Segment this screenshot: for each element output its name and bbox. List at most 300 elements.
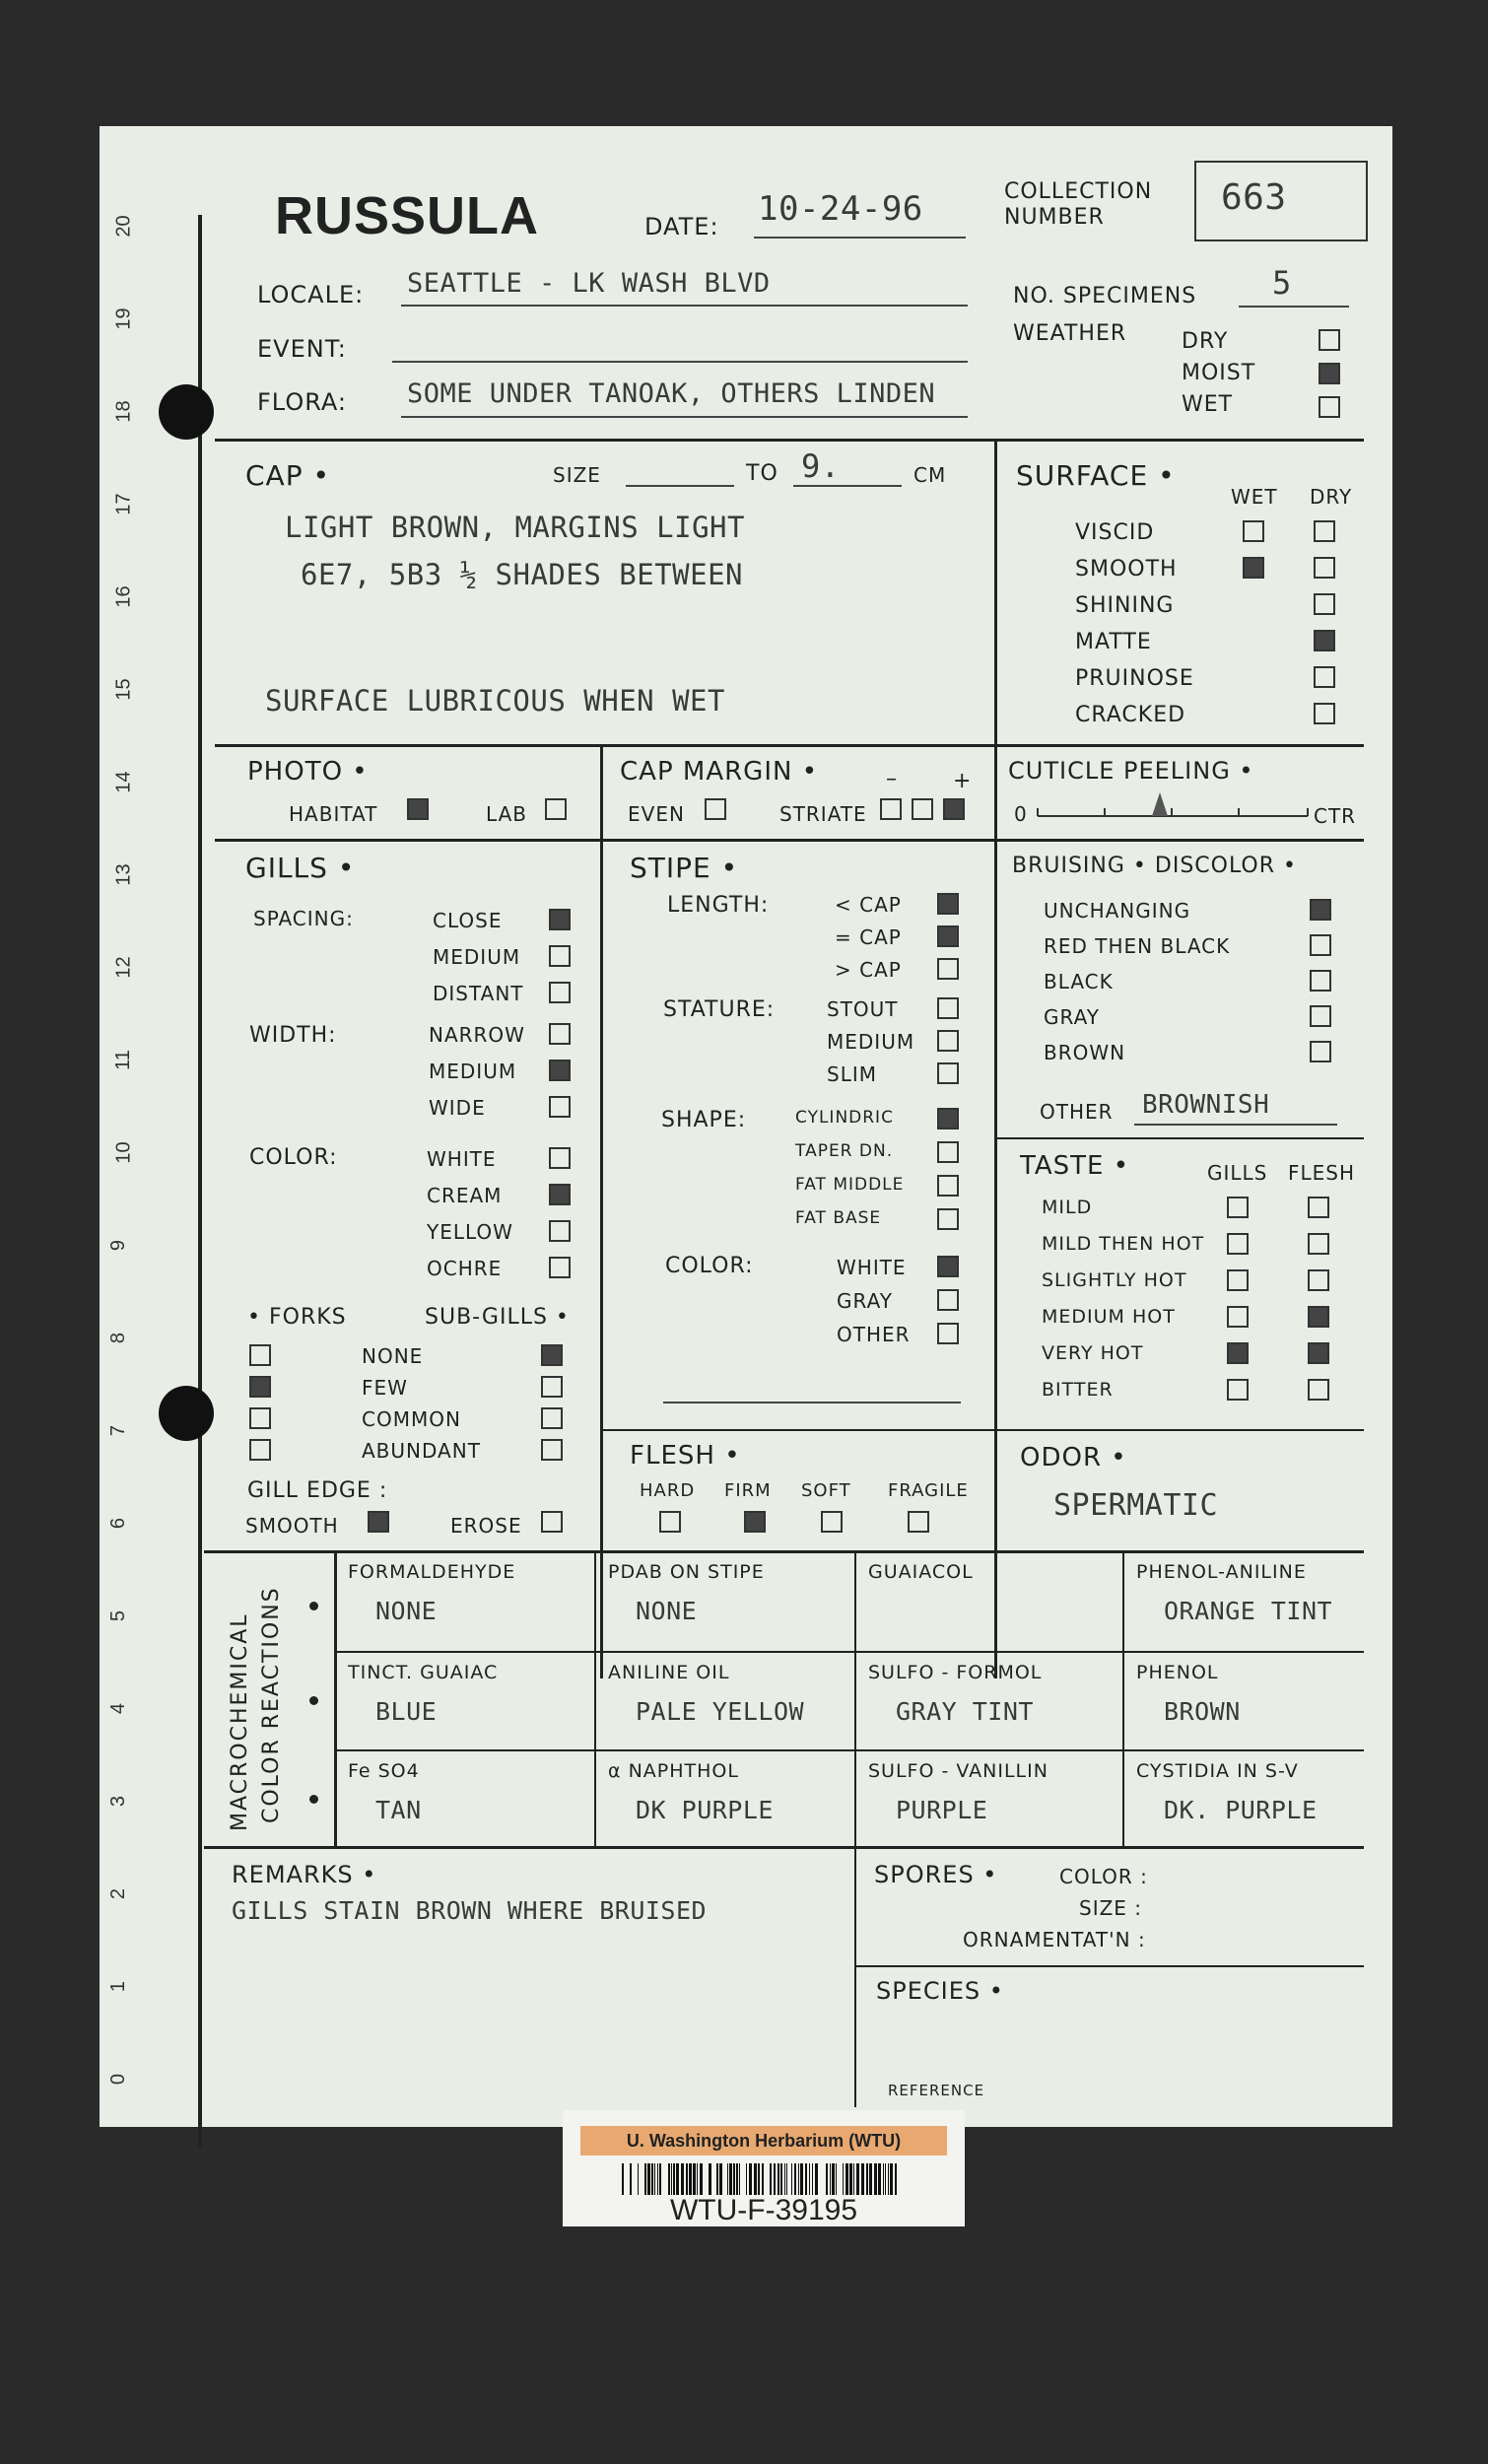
barcode-bar [883, 2163, 884, 2195]
barcode-bar [668, 2163, 670, 2195]
divider-cap [215, 744, 1364, 747]
taste-flesh-checkbox[interactable] [1308, 1233, 1329, 1255]
size-to-value: 9. [801, 447, 841, 485]
taste-gills-checkbox[interactable] [1227, 1269, 1249, 1291]
specimen-card [100, 126, 1392, 2127]
barcode [622, 2163, 908, 2195]
surface-dry-checkbox[interactable] [1314, 666, 1335, 688]
stature-checkbox[interactable] [937, 1062, 959, 1084]
stature-item-label: STOUT [827, 997, 899, 1021]
barcode-bar [746, 2163, 747, 2195]
locale-value: SEATTLE - LK WASH BLVD [407, 268, 771, 299]
stipe-color-checkbox[interactable] [937, 1256, 959, 1277]
ruler-number: 3 [107, 1795, 130, 1808]
reaction-label: ANILINE OIL [608, 1662, 730, 1683]
barcode-bar [869, 2163, 872, 2195]
barcode-bar [885, 2163, 886, 2195]
surface-wet-checkbox[interactable] [1243, 557, 1264, 579]
width-item-label: MEDIUM [429, 1060, 517, 1083]
barcode-bar [832, 2163, 835, 2195]
stature-item-label: SLIM [827, 1062, 877, 1086]
gill-color-item-label: CREAM [427, 1184, 503, 1207]
ruler-number: 4 [107, 1702, 130, 1715]
gill-edge-smooth-label: SMOOTH [245, 1514, 339, 1538]
reaction-label: PHENOL [1136, 1662, 1219, 1683]
width-checkbox[interactable] [549, 1060, 571, 1081]
reaction-value: BLUE [375, 1697, 438, 1726]
length-checkbox[interactable] [937, 925, 959, 947]
surface-item-label: PRUINOSE [1075, 666, 1194, 691]
reaction-label: PDAB ON STIPE [608, 1561, 765, 1583]
macro-label-1: MACROCHEMICAL [228, 1612, 252, 1831]
forks-checkbox[interactable] [249, 1439, 271, 1461]
barcode-bar [836, 2163, 837, 2195]
photo-label: PHOTO • [247, 757, 369, 787]
shape-checkbox[interactable] [937, 1175, 959, 1197]
ruler-number: 9 [107, 1239, 130, 1252]
card-left-border [198, 215, 202, 2147]
spacing-item-label: DISTANT [433, 982, 524, 1005]
photo-lab-checkbox[interactable] [545, 798, 567, 820]
barcode-bar [866, 2163, 868, 2195]
taste-flesh-checkbox[interactable] [1308, 1197, 1329, 1218]
date-value: 10-24-96 [758, 189, 923, 229]
ruler-number: 6 [107, 1517, 130, 1530]
barcode-bar [709, 2163, 711, 2195]
stature-label: STATURE: [663, 997, 776, 1022]
divider-macro-col1 [594, 1550, 596, 1846]
surface-item-label: VISCID [1075, 520, 1155, 545]
subgills-checkbox[interactable] [541, 1376, 563, 1398]
stipe-color-item-label: GRAY [837, 1289, 893, 1313]
barcode-bar [676, 2163, 679, 2195]
barcode-bar [686, 2163, 688, 2195]
reaction-value: PURPLE [896, 1796, 988, 1824]
size-label: SIZE [553, 463, 601, 487]
odor-value: SPERMATIC [1053, 1488, 1219, 1523]
ruler-number: 11 [111, 1050, 134, 1070]
ruler-number: 16 [112, 585, 135, 608]
barcode-bar [888, 2163, 889, 2195]
size-from-underline [626, 485, 734, 487]
surface-dry-checkbox[interactable] [1314, 557, 1335, 579]
length-item-label: < CAP [835, 893, 902, 917]
spacing-checkbox[interactable] [549, 909, 571, 930]
barcode-bar [671, 2163, 672, 2195]
reaction-label: α NAPHTHOL [608, 1760, 739, 1782]
specimens-underline [1239, 306, 1349, 308]
stature-item-label: MEDIUM [827, 1030, 915, 1054]
divider-mid-column [600, 744, 603, 1678]
surface-item-label: CRACKED [1075, 703, 1186, 727]
divider-macro-top [204, 1550, 1364, 1553]
flora-value: SOME UNDER TANOAK, OTHERS LINDEN [407, 378, 936, 409]
shape-item-label: FAT BASE [795, 1208, 882, 1228]
surface-item-label: MATTE [1075, 630, 1152, 654]
striate-label: STRIATE [779, 802, 867, 826]
barcode-bar [762, 2163, 764, 2195]
flora-underline [401, 416, 968, 418]
collection-number-value: 663 [1221, 177, 1287, 218]
cap-description-1: LIGHT BROWN, MARGINS LIGHT [285, 511, 745, 544]
even-label: EVEN [628, 802, 685, 826]
divider-photo [215, 839, 1364, 842]
forks-checkbox[interactable] [249, 1376, 271, 1398]
barcode-bar [780, 2163, 782, 2195]
reaction-label: TINCT. GUAIAC [348, 1662, 499, 1683]
barcode-bar [716, 2163, 718, 2195]
barcode-bar [853, 2163, 854, 2195]
ruler-number: 20 [112, 215, 135, 238]
ruler-number: 14 [112, 771, 135, 793]
taste-item-label: BITTER [1042, 1379, 1114, 1401]
barcode-bar [774, 2163, 776, 2195]
divider-header [215, 439, 1364, 442]
shape-checkbox[interactable] [937, 1108, 959, 1129]
forks-checkbox[interactable] [249, 1407, 271, 1429]
barcode-bar [700, 2163, 703, 2195]
ruler-number: 12 [112, 956, 135, 979]
stipe-color-checkbox[interactable] [937, 1323, 959, 1344]
taste-flesh-checkbox[interactable] [1308, 1342, 1329, 1364]
flesh-checkbox[interactable] [821, 1511, 843, 1533]
divider-right-column [994, 439, 997, 1678]
cm-label: CM [913, 463, 947, 487]
subgill-item-label: COMMON [362, 1407, 461, 1431]
gill-color-checkbox[interactable] [549, 1220, 571, 1242]
stipe-label: STIPE • [630, 852, 739, 884]
barcode-bar [878, 2163, 881, 2195]
barcode-bar [758, 2163, 760, 2195]
surface-dry-checkbox[interactable] [1314, 593, 1335, 615]
reaction-value: ORANGE TINT [1164, 1597, 1333, 1625]
bruising-checkbox[interactable] [1310, 1041, 1331, 1062]
length-label: LENGTH: [667, 893, 770, 918]
flesh-checkbox[interactable] [744, 1511, 766, 1533]
ruler-number: 7 [107, 1424, 130, 1437]
taste-flesh-column: FLESH [1288, 1161, 1356, 1185]
divider-species [854, 1965, 1364, 1967]
barcode-bar [693, 2163, 696, 2195]
gill-edge-erose-label: EROSE [450, 1514, 522, 1538]
taste-gills-checkbox[interactable] [1227, 1306, 1249, 1328]
divider-macro-row1 [334, 1651, 1364, 1653]
lab-label: LAB [486, 802, 528, 826]
barcode-bar [733, 2163, 735, 2195]
reference-label: REFERENCE [888, 2082, 985, 2099]
stipe-color-item-label: WHITE [837, 1256, 907, 1279]
binder-hole-top [159, 384, 214, 440]
divider-macro-row2 [334, 1749, 1364, 1751]
taste-gills-checkbox[interactable] [1227, 1197, 1249, 1218]
taste-flesh-checkbox[interactable] [1308, 1306, 1329, 1328]
weather-wet-checkbox[interactable] [1319, 396, 1340, 418]
barcode-bar [895, 2163, 897, 2195]
gill-edge-erose-checkbox[interactable] [541, 1511, 563, 1533]
bruising-checkbox[interactable] [1310, 1005, 1331, 1027]
barcode-bar [647, 2163, 650, 2195]
flesh-checkbox[interactable] [908, 1511, 929, 1533]
subgills-checkbox[interactable] [541, 1439, 563, 1461]
other-underline [1134, 1124, 1337, 1126]
bruising-item-label: RED THEN BLACK [1044, 934, 1231, 958]
date-label: DATE: [644, 213, 719, 240]
cuticle-label: CUTICLE PEELING • [1008, 757, 1254, 785]
gill-color-checkbox[interactable] [549, 1257, 571, 1278]
cuticle-zero: 0 [1014, 802, 1028, 826]
forks-label: • FORKS [247, 1305, 347, 1330]
gill-color-item-label: OCHRE [427, 1257, 503, 1280]
barcode-bar [673, 2163, 675, 2195]
taste-gills-column: GILLS [1207, 1161, 1268, 1185]
barcode-bar [739, 2163, 740, 2195]
gill-edge-smooth-checkbox[interactable] [368, 1511, 389, 1533]
reaction-label: FORMALDEHYDE [348, 1561, 516, 1583]
barcode-bar [845, 2163, 848, 2195]
ruler-number: 15 [112, 678, 135, 701]
width-item-label: WIDE [429, 1096, 486, 1120]
gill-color-item-label: YELLOW [427, 1220, 513, 1244]
reaction-value: TAN [375, 1796, 422, 1824]
striate-minus: – [886, 767, 898, 791]
date-underline [754, 237, 966, 239]
herbarium-label [563, 2110, 965, 2226]
specimens-value: 5 [1272, 264, 1292, 302]
event-underline [392, 361, 968, 363]
spores-size-label: SIZE : [1079, 1896, 1143, 1920]
collection-label-1: COLLECTION [1004, 179, 1153, 204]
macro-label-2: COLOR REACTIONS [259, 1586, 284, 1823]
striate-1-checkbox[interactable] [880, 798, 902, 820]
shape-item-label: FAT MIDDLE [795, 1175, 905, 1195]
remarks-value: GILLS STAIN BROWN WHERE BRUISED [232, 1896, 708, 1925]
surface-dry-checkbox[interactable] [1314, 520, 1335, 542]
reaction-value: DK. PURPLE [1164, 1796, 1318, 1824]
macro-bullet-1 [309, 1602, 318, 1610]
divider-taste [994, 1137, 1364, 1139]
odor-label: ODOR • [1020, 1443, 1127, 1472]
habitat-label: HABITAT [289, 802, 378, 826]
bruising-item-label: BROWN [1044, 1041, 1126, 1064]
subgills-checkbox[interactable] [541, 1344, 563, 1366]
barcode-bar [800, 2163, 803, 2195]
macro-bullet-2 [309, 1696, 318, 1705]
cap-description-2: 6E7, 5B3 ½ SHADES BETWEEN [301, 558, 743, 591]
barcode-bar [843, 2163, 844, 2195]
reaction-label: GUAIACOL [868, 1561, 974, 1583]
barcode-bar [689, 2163, 692, 2195]
flesh-item-label: SOFT [801, 1480, 851, 1501]
divider-flesh [600, 1429, 994, 1431]
forks-checkbox[interactable] [249, 1344, 271, 1366]
surface-wet-checkbox[interactable] [1243, 520, 1264, 542]
barcode-bar [754, 2163, 757, 2195]
shape-item-label: CYLINDRIC [795, 1108, 894, 1128]
taste-item-label: MEDIUM HOT [1042, 1306, 1176, 1328]
barcode-bar [784, 2163, 785, 2195]
barcode-bar [644, 2163, 646, 2195]
card-title: RUSSULA [275, 186, 540, 245]
cap-margin-even-checkbox[interactable] [705, 798, 726, 820]
barcode-bar [786, 2163, 787, 2195]
divider-macro-col2 [854, 1550, 856, 1846]
width-checkbox[interactable] [549, 1096, 571, 1118]
width-item-label: NARROW [429, 1023, 525, 1047]
gill-color-checkbox[interactable] [549, 1147, 571, 1169]
cap-description-3: SURFACE LUBRICOUS WHEN WET [265, 684, 725, 718]
barcode-bar [630, 2163, 632, 2195]
collection-label-2: NUMBER [1004, 205, 1105, 230]
remarks-label: REMARKS • [232, 1861, 377, 1888]
taste-item-label: SLIGHTLY HOT [1042, 1269, 1187, 1291]
barcode-bar [812, 2163, 813, 2195]
barcode-bar [778, 2163, 779, 2195]
flesh-label: FLESH • [630, 1441, 741, 1471]
subgills-label: SUB-GILLS • [425, 1305, 570, 1330]
locale-underline [401, 305, 968, 307]
cap-label: CAP • [245, 459, 331, 492]
striate-3-checkbox[interactable] [943, 798, 965, 820]
ruler-number: 10 [112, 1141, 135, 1164]
stature-checkbox[interactable] [937, 997, 959, 1019]
reaction-label: CYSTIDIA IN S-V [1136, 1760, 1299, 1782]
stipe-color-checkbox[interactable] [937, 1289, 959, 1311]
cap-margin-label: CAP MARGIN • [620, 757, 819, 787]
bruising-checkbox[interactable] [1310, 970, 1331, 992]
taste-gills-checkbox[interactable] [1227, 1342, 1249, 1364]
weather-wet-label: WET [1182, 392, 1234, 417]
stipe-color-other-underline [663, 1402, 961, 1403]
barcode-bar [791, 2163, 792, 2195]
barcode-bar [651, 2163, 653, 2195]
flesh-checkbox[interactable] [659, 1511, 681, 1533]
divider-remarks [204, 1846, 1364, 1849]
barcode-bar [826, 2163, 828, 2195]
barcode-bar [736, 2163, 738, 2195]
barcode-bar [809, 2163, 810, 2195]
shape-checkbox[interactable] [937, 1208, 959, 1230]
surface-dry-checkbox[interactable] [1314, 703, 1335, 724]
divider-spores-column [854, 1846, 856, 2107]
barcode-bar [697, 2163, 698, 2195]
striate-plus: + [953, 769, 973, 793]
surface-dry-column: DRY [1310, 485, 1353, 509]
flora-label: FLORA: [257, 388, 347, 416]
gill-color-label: COLOR: [249, 1145, 338, 1170]
ruler-number: 0 [107, 2073, 130, 2086]
length-checkbox[interactable] [937, 958, 959, 980]
barcode-bar [638, 2163, 639, 2195]
width-checkbox[interactable] [549, 1023, 571, 1045]
spacing-item-label: MEDIUM [433, 945, 521, 969]
divider-odor [994, 1429, 1364, 1431]
length-checkbox[interactable] [937, 893, 959, 915]
gill-color-checkbox[interactable] [549, 1184, 571, 1205]
taste-flesh-checkbox[interactable] [1308, 1269, 1329, 1291]
taste-flesh-checkbox[interactable] [1308, 1379, 1329, 1401]
ruler-number: 8 [107, 1332, 130, 1344]
reaction-value: BROWN [1164, 1697, 1241, 1726]
bruising-item-label: UNCHANGING [1044, 899, 1191, 923]
stature-checkbox[interactable] [937, 1030, 959, 1052]
barcode-bar [805, 2163, 807, 2195]
bruising-checkbox[interactable] [1310, 899, 1331, 921]
flesh-item-label: FIRM [724, 1480, 772, 1501]
spacing-checkbox[interactable] [549, 945, 571, 967]
weather-label: WEATHER [1013, 321, 1127, 346]
bruising-checkbox[interactable] [1310, 934, 1331, 956]
barcode-bar [659, 2163, 661, 2195]
surface-dry-checkbox[interactable] [1314, 630, 1335, 651]
weather-dry-checkbox[interactable] [1319, 329, 1340, 351]
taste-gills-checkbox[interactable] [1227, 1233, 1249, 1255]
barcode-bar [890, 2163, 893, 2195]
shape-item-label: TAPER DN. [795, 1141, 894, 1161]
flesh-item-label: FRAGILE [888, 1480, 969, 1501]
spacing-item-label: CLOSE [433, 909, 503, 932]
barcode-bar [657, 2163, 658, 2195]
reaction-value: PALE YELLOW [636, 1697, 805, 1726]
gill-color-item-label: WHITE [427, 1147, 497, 1171]
subgills-checkbox[interactable] [541, 1407, 563, 1429]
spores-ornamentation-label: ORNAMENTAT'N : [963, 1928, 1146, 1951]
locale-label: LOCALE: [257, 281, 365, 308]
taste-gills-checkbox[interactable] [1227, 1379, 1249, 1401]
ruler-number: 18 [112, 400, 135, 423]
barcode-bar [830, 2163, 831, 2195]
bruising-label: BRUISING • DISCOLOR • [1012, 854, 1298, 878]
ruler-number: 13 [112, 863, 135, 886]
barcode-bar [727, 2163, 728, 2195]
taste-item-label: MILD THEN HOT [1042, 1233, 1205, 1255]
subgill-item-label: NONE [362, 1344, 424, 1368]
striate-2-checkbox[interactable] [912, 798, 933, 820]
spacing-checkbox[interactable] [549, 982, 571, 1003]
reaction-label: SULFO - VANILLIN [868, 1760, 1048, 1782]
binder-hole-bottom [159, 1386, 214, 1441]
bruising-item-label: BLACK [1044, 970, 1114, 993]
barcode-bar [749, 2163, 752, 2195]
specimens-label: NO. SPECIMENS [1013, 284, 1197, 308]
photo-habitat-checkbox[interactable] [407, 798, 429, 820]
reaction-label: Fe SO4 [348, 1760, 420, 1782]
macro-bullet-3 [309, 1795, 318, 1804]
weather-moist-checkbox[interactable] [1319, 363, 1340, 384]
barcode-bar [815, 2163, 818, 2195]
reaction-value: NONE [375, 1597, 438, 1625]
length-item-label: > CAP [835, 958, 902, 982]
stipe-color-label: COLOR: [665, 1254, 754, 1278]
surface-label: SURFACE • [1016, 459, 1176, 492]
weather-dry-label: DRY [1182, 329, 1229, 354]
size-to-underline [793, 485, 902, 487]
ruler-number: 5 [107, 1609, 130, 1622]
spores-label: SPORES • [874, 1861, 998, 1888]
subgill-item-label: FEW [362, 1376, 408, 1400]
spacing-label: SPACING: [253, 907, 354, 930]
to-label: TO [746, 461, 778, 486]
bruising-item-label: GRAY [1044, 1005, 1100, 1029]
gills-label: GILLS • [245, 852, 356, 884]
shape-checkbox[interactable] [937, 1141, 959, 1163]
barcode-bar [719, 2163, 722, 2195]
barcode-bar [861, 2163, 864, 2195]
reaction-value: DK PURPLE [636, 1796, 774, 1824]
stipe-color-item-label: OTHER [837, 1323, 911, 1346]
barcode-bar [729, 2163, 732, 2195]
ruler-number: 2 [107, 1887, 130, 1900]
taste-item-label: MILD [1042, 1197, 1093, 1218]
